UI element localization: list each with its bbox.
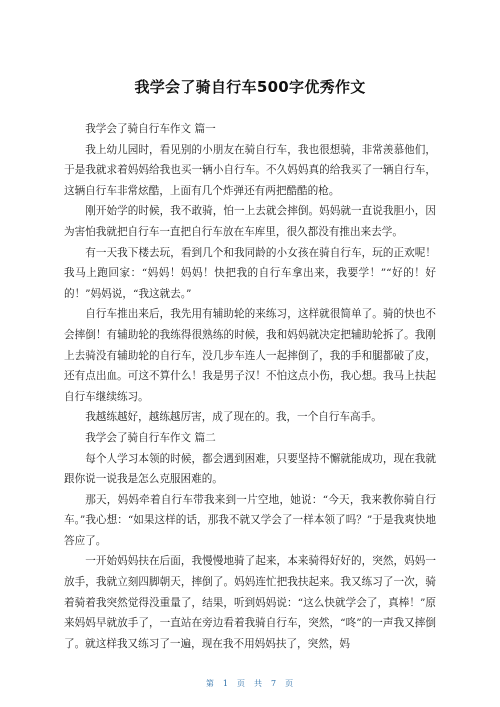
footer-label: 共 [254, 679, 263, 688]
paragraph: 我上幼儿园时，看见别的小朋友在骑自行车，我也很想骑，非常羡慕他们，于是我就求着妈妈给我也买一辆小自行车。不久妈妈真的给我买了一辆自行车，这辆自行车非常炫酷，上面有几个炸弹还有两把酷酷的枪。 [64, 143, 436, 197]
footer-label: 页 [237, 679, 246, 688]
paragraph: 一开始妈妈扶在后面，我慢慢地骑了起来，本来骑得好好的，突然，妈妈一放手，我就立刻四脚朝天，摔倒了。妈妈连忙把我扶起来。我又练习了一次，骑着骑着我突然觉得没重量了，结果，听到妈妈说：“这么快就学会了，真棒！”原来妈妈早就放手了，一直站在旁边看着我骑自行车，突然，“咚”的一声我又摔倒了。就这样我又练习了一遍，现在我不用妈妈扶了，突然，妈 [64, 555, 436, 650]
paragraph: 那天，妈妈牵着自行车带我来到一片空地，她说：“今天，我来教你骑自行车。”我心想：“如果这样的话，那我不就又学会了一样本领了吗？”于是我爽快地答应了。 [64, 493, 436, 547]
paragraph: 有一天我下楼去玩，看到几个和我同龄的小女孩在骑自行车，玩的正欢呢！我马上跑回家：“妈妈！妈妈！快把我的自行车拿出来，我要学！”“好的！好的！”妈妈说，“我这就去。” [64, 246, 436, 300]
footer-label: 第 [205, 679, 215, 688]
page-total: 7 [271, 679, 278, 688]
document-title: 我学会了骑自行车500字优秀作文 [134, 78, 366, 96]
footer-label: 页 [285, 679, 295, 688]
section-heading: 我学会了骑自行车作文 篇一 [85, 123, 216, 135]
page-footer [0, 678, 500, 689]
document-body [64, 119, 436, 654]
paragraph: 我越练越好，越练越厉害，成了现在的。我，一个自行车高手。 [85, 411, 382, 424]
section-heading: 我学会了骑自行车作文 篇二 [85, 431, 216, 444]
page-number: 1 [222, 679, 229, 688]
paragraph: 刚开始学的时候，我不敢骑，怕一上去就会摔倒。妈妈就一直说我胆小，因为害怕我就把自行车一直把自行车放在车库里，很久都没有推出来去学。 [64, 205, 436, 238]
paragraph: 自行车推出来后，我先用有辅助轮的来练习，这样就很简单了。骑的快也不会摔倒！有辅助轮的我练得很熟练的时候，我和妈妈就决定把辅助轮拆了。我刚上去骑没有辅助轮的自行车，没几步车连人一起摔倒了，我的手和腿都破了皮，还有点出血。可这不算什么！我是男子汉！不怕这点小伤，我心想。我马上扶起自行车继续练习。 [64, 308, 436, 403]
paragraph: 每个人学习本领的时候，都会遇到困难，只要坚持不懈就能成功，现在我就跟你说一说我是怎么克服困难的。 [64, 452, 436, 486]
